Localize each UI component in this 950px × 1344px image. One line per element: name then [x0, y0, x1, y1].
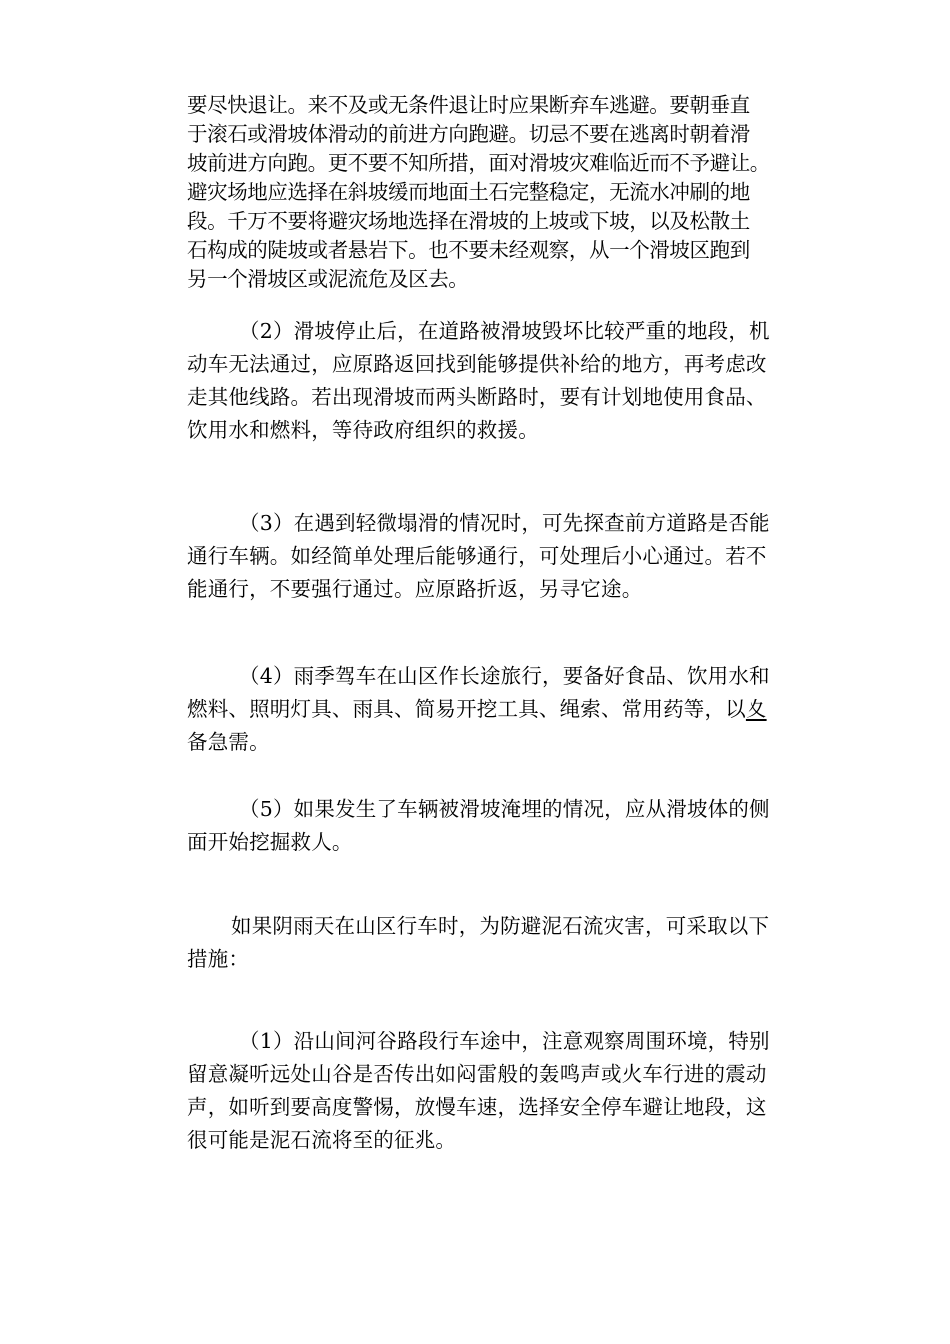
underlined-character: 夊 [745, 697, 767, 721]
text-line: 通行车辆。如经简单处理后能够通行，可处理后小心通过。若不 [187, 544, 767, 568]
paragraph-debris-item-1 [187, 1025, 827, 1157]
text-line: 声，如听到要高度警惕，放慢车速，选择安全停车避让地段，这 [187, 1095, 767, 1119]
text-line: 避灾场地应选择在斜坡缓而地面土石完整稳定，无流水冲刷的地 [187, 180, 750, 204]
text-line: 备急需。 [187, 730, 270, 754]
text-line: 饮用水和燃料，等待政府组织的救援。 [187, 418, 539, 442]
text-line: 于滚石或滑坡体滑动的前进方向跑避。切忌不要在逃离时朝着滑 [187, 122, 750, 146]
text-line: （1）沿山间河谷路段行车途中，注意观察周围环境，特别 [239, 1029, 770, 1053]
text-line: 面开始挖掘救人。 [187, 830, 353, 854]
text-line: 走其他线路。若出现滑坡而两头断路时，要有计划地使用食品、 [187, 385, 767, 409]
text-line: （3）在遇到轻微塌滑的情况时，可先探查前方道路是否能 [239, 511, 770, 535]
text-line: （2）滑坡停止后，在道路被滑坡毁坏比较严重的地段，机 [239, 319, 770, 343]
paragraph-debris-flow-intro [187, 910, 827, 976]
text-line: 石构成的陡坡或者悬岩下。也不要未经观察，从一个滑坡区跑到 [187, 238, 750, 262]
text-line: 要尽快退让。来不及或无条件退让时应果断弃车逃避。要朝垂直 [187, 93, 750, 117]
text-line: （5）如果发生了车辆被滑坡淹埋的情况，应从滑坡体的侧 [239, 797, 770, 821]
text-line: 能通行，不要强行通过。应原路折返，另寻它途。 [187, 577, 643, 601]
text-line: 另一个滑坡区或泥流危及区去。 [187, 267, 469, 291]
paragraph-evacuation-guidance [187, 91, 827, 294]
text-line: 坡前进方向跑。更不要不知所措，面对滑坡灾难临近而不予避让。 [187, 151, 770, 175]
text-line: 措施： [187, 947, 250, 971]
text-line [187, 693, 827, 726]
text-line: 动车无法通过，应原路返回找到能够提供补给的地方，再考虑改 [187, 352, 767, 376]
text-line: 留意凝听远处山谷是否传出如闷雷般的轰鸣声或火车行进的震动 [187, 1062, 767, 1086]
text-line: 段。千万不要将避灾场地选择在滑坡的上坡或下坡，以及松散土 [187, 209, 750, 233]
paragraph-item-5 [187, 793, 827, 859]
paragraph-item-2 [187, 315, 827, 447]
text-line: 很可能是泥石流将至的征兆。 [187, 1128, 457, 1152]
text-line-segment: 燃料、照明灯具、雨具、简易开挖工具、绳索、常用药等，以 [187, 697, 746, 721]
paragraph-item-4 [187, 660, 827, 759]
paragraph-item-3 [187, 507, 827, 606]
text-line: （4）雨季驾车在山区作长途旅行，要备好食品、饮用水和 [239, 664, 770, 688]
text-line: 如果阴雨天在山区行车时，为防避泥石流灾害，可采取以下 [231, 914, 770, 938]
